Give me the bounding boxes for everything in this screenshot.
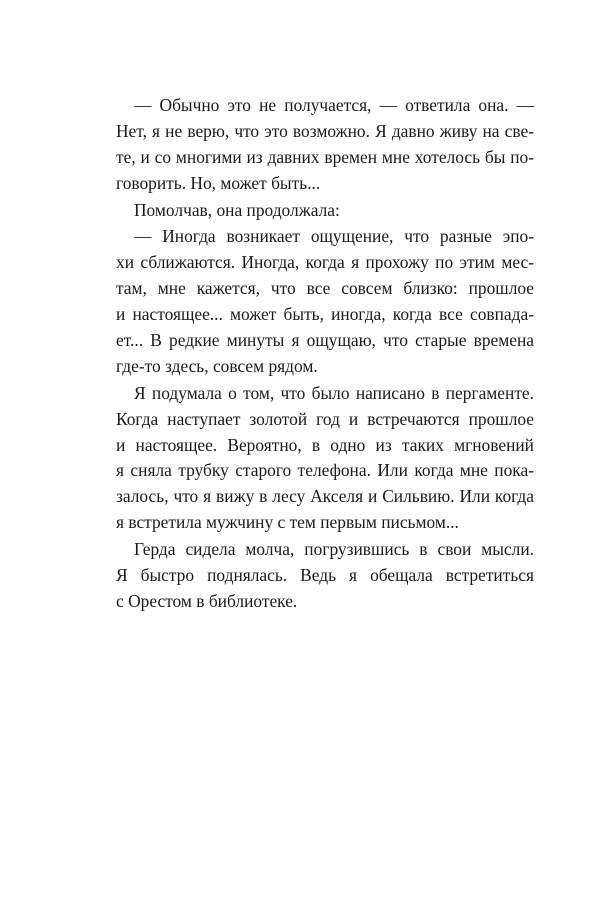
text-line: ет... В редкие минуты я ощущаю, что старые времена xyxy=(116,330,534,351)
text-line: где-то здесь, совсем рядом. xyxy=(116,355,318,376)
text-line: Когда наступает золотой год и встречаются прошлое xyxy=(116,408,534,429)
paragraph-4 xyxy=(116,381,534,536)
text-line: Я быстро поднялась. Ведь я обещала встретиться xyxy=(116,565,534,586)
page-text xyxy=(116,93,534,615)
text-line: хи сближаются. Иногда, когда я прохожу по этим мес- xyxy=(116,252,534,273)
text-line: говорить. Но, может быть... xyxy=(116,172,321,193)
text-line: Нет, я не верю, что это возможно. Я давно живу на све- xyxy=(116,120,534,141)
text-line: и настоящее... может быть, иногда, когда все совпада- xyxy=(116,304,534,325)
paragraph-5 xyxy=(116,537,534,615)
paragraph-2 xyxy=(116,198,534,224)
text-line: Помолчав, она продолжала: xyxy=(134,199,340,220)
text-line: Я подумала о том, что было написано в пергаменте. xyxy=(134,382,534,403)
text-line: залось, что я вижу в лесу Акселя и Сильвию. Или когда xyxy=(116,486,534,507)
text-line: я сняла трубку старого телефона. Или когда мне пока- xyxy=(116,460,534,481)
text-line: — Иногда возникает ощущение, что разные эпо- xyxy=(134,226,534,247)
text-line: с Орестом в библиотеке. xyxy=(116,590,298,611)
paragraph-3 xyxy=(116,224,534,379)
text-line: Герда сидела молча, погрузившись в свои мысли. xyxy=(134,539,534,560)
text-line: — Обычно это не получается, — ответила она. — xyxy=(134,95,534,115)
paragraph-1 xyxy=(116,93,534,197)
text-line: там, мне кажется, что все совсем близко: прошлое xyxy=(116,278,534,299)
text-line: те, и со многими из давних времен мне хотелось бы по- xyxy=(116,146,534,167)
text-line: я встретила мужчину с тем первым письмом... xyxy=(116,512,459,533)
text-line: и настоящее. Вероятно, в одно из таких мгновений xyxy=(116,434,534,455)
